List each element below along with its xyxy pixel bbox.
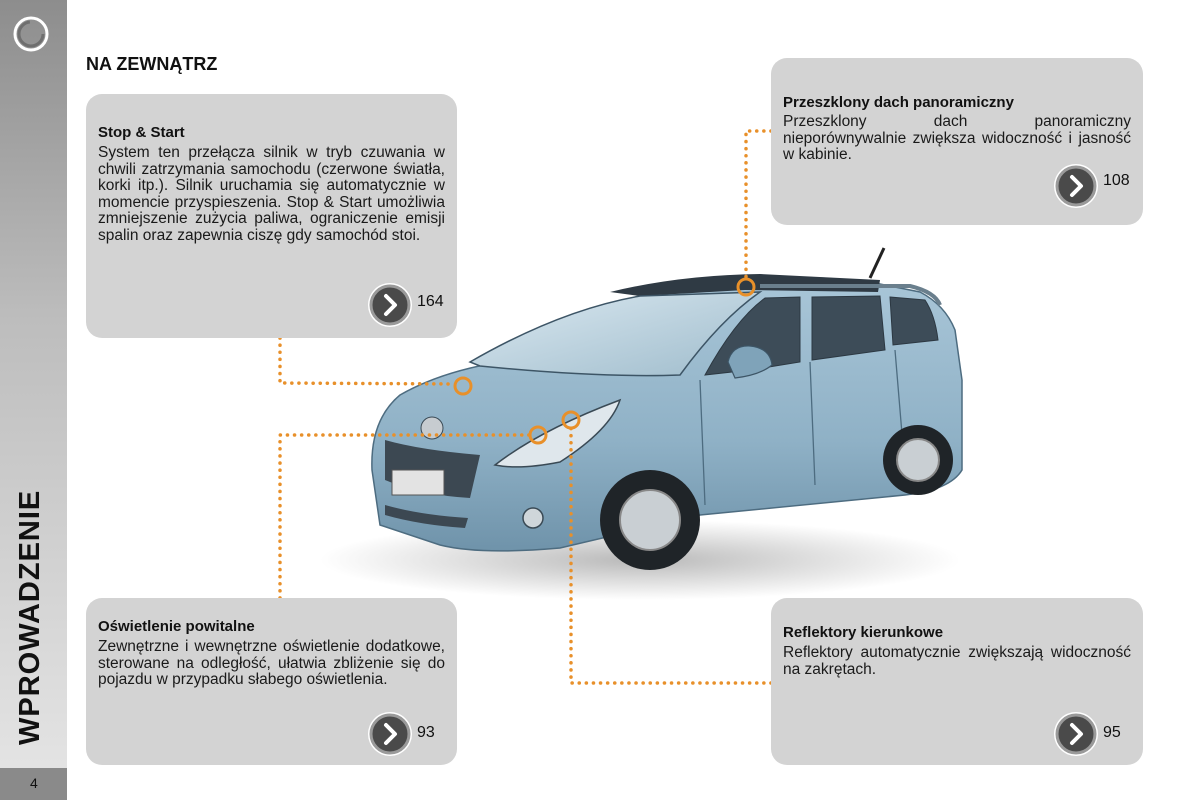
section-title: WPROWADZENIE xyxy=(14,489,46,745)
arrow-right-circle-icon xyxy=(368,283,412,327)
stop-start-title: Stop & Start xyxy=(98,124,185,141)
callout-stop-start xyxy=(280,338,455,384)
callout-panoramic-roof xyxy=(746,131,771,279)
arrow-right-circle-icon xyxy=(368,712,412,756)
fog-lamp xyxy=(523,508,543,528)
directional-headlamps-page-number: 95 xyxy=(1103,724,1121,741)
directional-headlamps-page-link[interactable] xyxy=(1054,712,1098,756)
welcome-lighting-page-link[interactable] xyxy=(368,712,412,756)
directional-headlamps-box xyxy=(771,598,1143,765)
rear-side-window xyxy=(812,296,885,360)
directional-headlamps-title: Reflektory kierunkowe xyxy=(783,624,944,641)
panoramic-roof-box xyxy=(771,58,1143,225)
directional-headlamps-text: Reflektory automatycznie zwiększają widoczność na zakrętach. xyxy=(783,644,1131,678)
rear-rim xyxy=(897,439,939,481)
stop-start-text: System ten przełącza silnik w tryb czuwania w chwili zatrzymania samochodu (czerwone światła, korki itp.). Silnik uruchamia się automatycznie w momencie przyspieszenia. Stop & Start umożliwia zmniejszenie zużycia paliwa, ograniczenie emisji spalin oraz zapewnia ciszę gdy samochód stoi. xyxy=(98,144,445,244)
stop-start-page-link[interactable] xyxy=(368,283,412,327)
stop-start-page-number: 164 xyxy=(417,293,444,310)
panoramic-roof-title: Przeszklony dach panoramiczny xyxy=(783,94,1014,111)
welcome-lighting-page-number: 93 xyxy=(417,724,435,741)
emblem xyxy=(421,417,443,439)
page-number: 4 xyxy=(30,775,38,791)
welcome-lighting-text: Zewnętrzne i wewnętrzne oświetlenie dodatkowe, sterowane na odległość, ułatwia zbliżenie się do pojazdu w przypadku słabego oświetlenia. xyxy=(98,638,445,688)
panoramic-roof-page-link[interactable] xyxy=(1054,164,1098,208)
page-title: NA ZEWNĄTRZ xyxy=(86,54,218,74)
panoramic-roof-text: Przeszklony dach panoramiczny nieporównywalnie zwiększa widoczność i jasność w kabinie. xyxy=(783,113,1131,163)
antenna xyxy=(870,248,884,278)
license-plate xyxy=(392,470,444,495)
front-rim xyxy=(620,490,680,550)
arrow-right-circle-icon xyxy=(1054,164,1098,208)
stop-start-box xyxy=(86,94,457,338)
welcome-lighting-title: Oświetlenie powitalne xyxy=(98,618,255,635)
arrow-right-circle-icon xyxy=(1054,712,1098,756)
welcome-lighting-box xyxy=(86,598,457,765)
panoramic-roof-page-number: 108 xyxy=(1103,172,1130,189)
